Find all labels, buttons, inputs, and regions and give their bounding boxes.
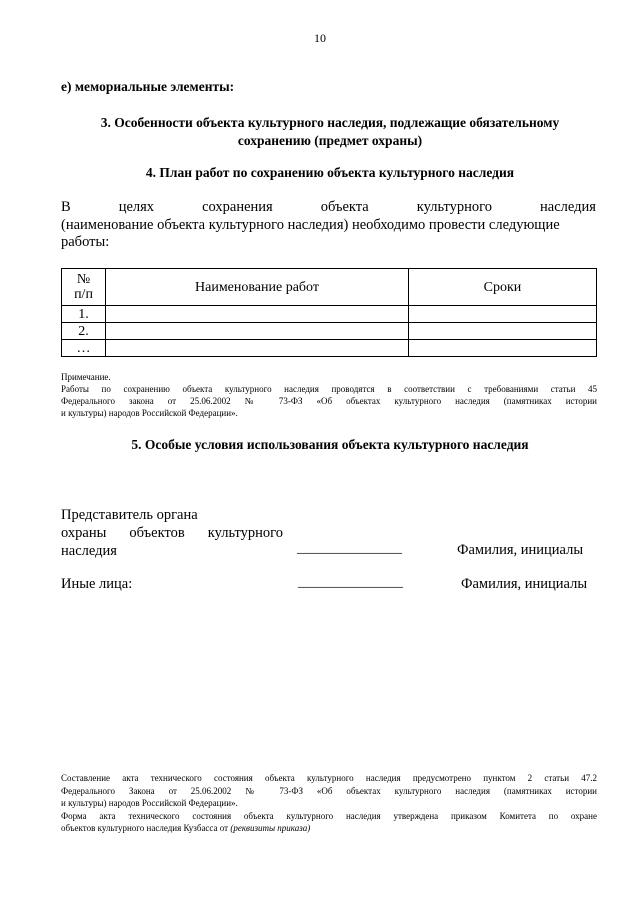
intro-word: целях	[118, 199, 155, 215]
row-terms-cell[interactable]	[409, 340, 597, 357]
intro-word: наследия	[540, 199, 596, 215]
header-number-label: п/п	[74, 287, 93, 302]
row-terms-cell[interactable]	[409, 323, 597, 340]
intro-word: культурного	[416, 199, 493, 215]
item-e-heading: е) мемориальные элементы:	[61, 79, 235, 94]
section-4-intro	[61, 199, 596, 252]
section-3-line-1: 3. Особенности объекта культурного наследия, подлежащие обязательному	[100, 115, 560, 130]
note-line-3: и культуры) народов Российской Федерации».	[61, 408, 238, 418]
intro-word: В	[61, 199, 71, 215]
table-row	[62, 340, 597, 357]
section-4-heading: 4. План работ по сохранению объекта культурного наследия	[145, 165, 515, 180]
others-label: Иные лица:	[61, 576, 133, 592]
others-name-field: Фамилия, инициалы	[461, 576, 588, 592]
section-3-line-2: сохранению (предмет охраны)	[237, 133, 423, 148]
rep-line-1: Представитель органа	[61, 507, 198, 523]
rep-word: объектов	[129, 525, 185, 541]
intro-word: сохранения	[202, 199, 273, 215]
order-details-placeholder: (реквизиты приказа)	[230, 823, 311, 833]
footer-line-5-text: объектов культурного наследия Кузбасса от	[61, 823, 231, 833]
section-3-heading	[40, 114, 620, 150]
footer-line-1: Составление акта технического состояния объекта культурного наследия предусмотрено пунктом 2 статьи 47.2	[61, 773, 597, 783]
rep-word: охраны	[61, 525, 107, 541]
footer-line-3: и культуры) народов Российской Федерации».	[61, 798, 238, 808]
row-work-name-cell[interactable]	[106, 323, 409, 340]
footer-line-5	[61, 822, 597, 835]
row-terms-cell[interactable]	[409, 306, 597, 323]
row-number: 1.	[62, 306, 106, 323]
footer-note	[61, 772, 597, 835]
header-number	[62, 269, 106, 306]
row-work-name-cell[interactable]	[106, 340, 409, 357]
section-5-heading: 5. Особые условия использования объекта культурного наследия	[131, 437, 529, 452]
header-work-name: Наименование работ	[106, 269, 409, 306]
works-plan-table	[61, 268, 597, 357]
header-number-symbol: №	[76, 272, 91, 287]
page-number: 10	[314, 31, 326, 45]
footer-line-2: Федерального Закона от 25.06.2002 № 73-ФЗ «Об объектах культурного наследия (памятниках истории	[61, 785, 597, 796]
table-note	[61, 371, 597, 419]
row-work-name-cell[interactable]	[106, 306, 409, 323]
rep-name-field: Фамилия, инициалы	[457, 542, 584, 558]
row-number: 2.	[62, 323, 106, 340]
header-terms: Сроки	[409, 269, 597, 306]
footer-line-4: Форма акта технического состояния объекта культурного наследия утверждена приказом Комитета по охране	[61, 810, 597, 821]
intro-line-3: работы:	[61, 234, 110, 250]
rep-word: культурного	[207, 525, 283, 541]
note-line-2: Федерального закона от 25.06.2002 № 73-ФЗ «Об объектах культурного наследия (памятниках истории	[61, 396, 597, 406]
others-signature-line[interactable]: _______________	[298, 575, 403, 590]
intro-word: объекта	[320, 199, 369, 215]
representative-label	[61, 506, 283, 560]
rep-line-3: наследия	[61, 543, 117, 559]
note-label: Примечание.	[61, 372, 111, 382]
intro-line-2: (наименование объекта культурного наследия) необходимо провести следующие	[61, 216, 560, 233]
rep-line-2	[61, 524, 283, 542]
table-row	[62, 306, 597, 323]
rep-signature-line[interactable]: _______________	[297, 541, 402, 556]
row-number: …	[62, 340, 106, 357]
intro-line-1	[61, 199, 596, 217]
table-header-row	[62, 269, 597, 306]
note-line-1: Работы по сохранению объекта культурного наследия проводятся в соответствии с требованиями статьи 45	[61, 384, 597, 394]
table-row	[62, 323, 597, 340]
